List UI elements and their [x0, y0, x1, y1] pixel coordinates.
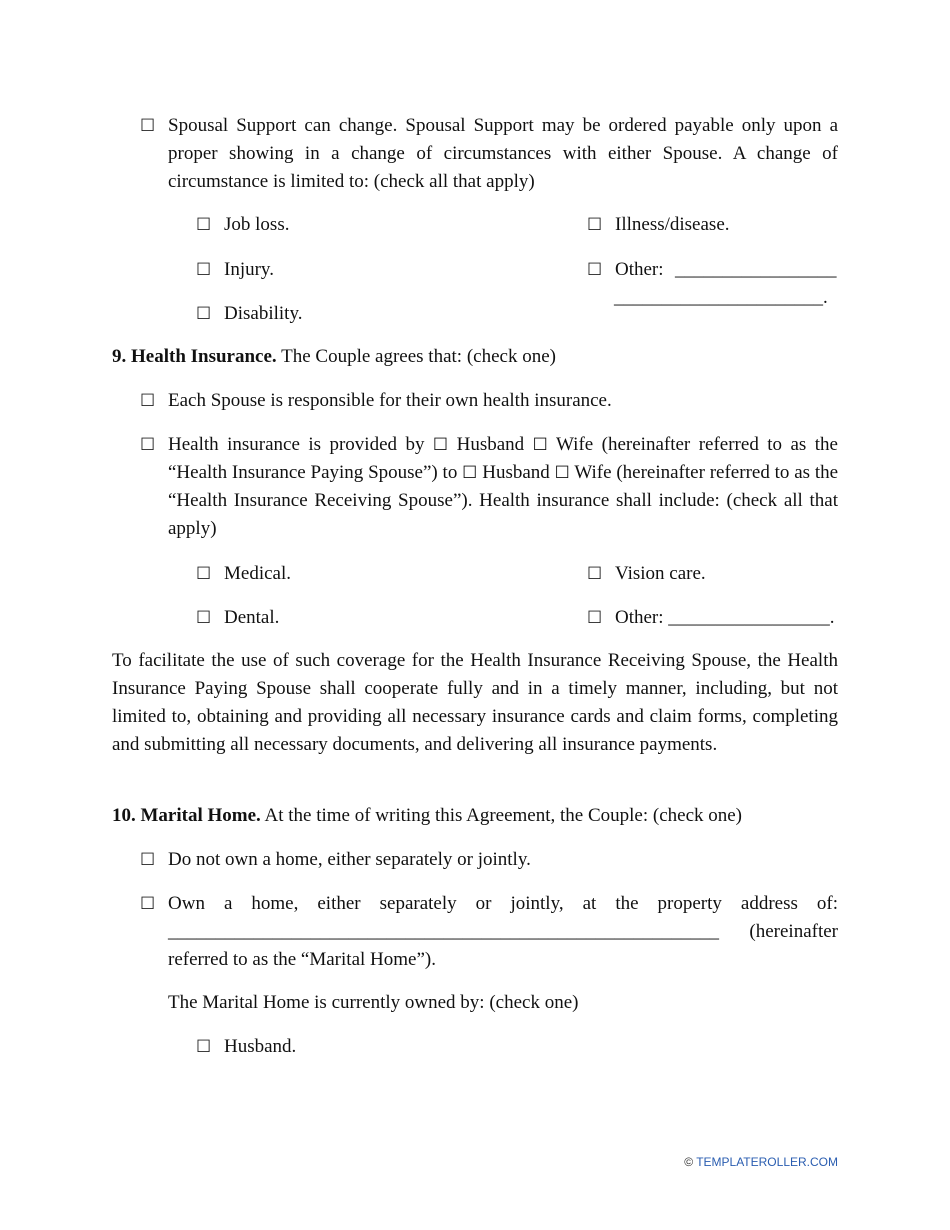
- checkbox-other-circumstance[interactable]: ☐: [587, 260, 603, 280]
- coverage-medical: Medical.: [224, 563, 292, 584]
- checkbox-paying-husband[interactable]: ☐: [432, 435, 449, 455]
- checkbox-vision[interactable]: ☐: [587, 564, 603, 584]
- circumstance-disability: Disability.: [224, 303, 303, 324]
- checkbox-receiving-wife[interactable]: ☐: [554, 463, 570, 483]
- section-10-heading: [112, 802, 838, 830]
- option-insurance-provided: [168, 431, 838, 543]
- section-10-title: 10. Marital Home.: [112, 805, 261, 826]
- owner-husband: Husband.: [224, 1036, 297, 1057]
- option-own-insurance: Each Spouse is responsible for their own health insurance.: [168, 390, 612, 411]
- section-9-title: 9. Health Insurance.: [112, 346, 277, 367]
- receiving-husband-label: Husband: [482, 462, 550, 483]
- cooperation-paragraph: To facilitate the use of such coverage for the Health Insurance Receiving Spouse, the Health Insurance Paying Spouse shall cooperate fully and in a timely manner, including, but not limited to, obtaining and providing all necessary insurance cards and claim forms, completing and submitting all necessary documents, and delivering all insurance payments.: [112, 650, 838, 755]
- coverage-other: Other: _________________.: [615, 607, 835, 628]
- checkbox-illness[interactable]: ☐: [587, 215, 603, 235]
- other-circumstance-blank-1[interactable]: _________________: [675, 259, 837, 280]
- checkbox-spousal-support-change[interactable]: ☐: [140, 116, 156, 136]
- other-circumstance-blank-2[interactable]: ______________________.: [614, 287, 828, 308]
- coverage-dental: Dental.: [224, 607, 280, 628]
- section-9-intro: The Couple agrees that: (check one): [281, 346, 556, 367]
- checkbox-no-home[interactable]: ☐: [140, 850, 156, 870]
- checkbox-other-coverage[interactable]: ☐: [587, 608, 603, 628]
- checkbox-own-insurance[interactable]: ☐: [140, 391, 156, 411]
- section-10-intro: At the time of writing this Agreement, the Couple: (check one): [264, 805, 743, 826]
- coverage-vision: Vision care.: [615, 563, 706, 584]
- option-no-home: Do not own a home, either separately or jointly.: [168, 849, 531, 870]
- section-9-heading: [112, 343, 838, 371]
- option-own-home: Own a home, either separately or jointly, at the property address of: __________________________________________________________ (hereinafter referred to as the “Marital Home”).: [168, 893, 838, 970]
- brand-link[interactable]: TEMPLATEROLLER.COM: [696, 1155, 838, 1169]
- checkbox-disability[interactable]: ☐: [196, 304, 212, 324]
- checkbox-owner-husband[interactable]: ☐: [196, 1037, 212, 1057]
- insurance-provided-part1: Health insurance is provided by: [168, 434, 425, 455]
- checkbox-job-loss[interactable]: ☐: [196, 215, 212, 235]
- insurance-provided-part3: Wife (hereinafter referred to as the “Health Insurance Receiving Spouse”). Health insurance shall include: (check all that apply): [168, 462, 839, 539]
- circumstance-illness: Illness/disease.: [615, 214, 730, 235]
- circumstance-injury: Injury.: [224, 259, 274, 280]
- spousal-support-change-text: Spousal Support can change. Spousal Support may be ordered payable only upon a proper showing in a change of circumstances with either Spouse. A change of circumstance is limited to: (check all that apply): [168, 115, 838, 192]
- checkbox-injury[interactable]: ☐: [196, 260, 212, 280]
- checkbox-dental[interactable]: ☐: [196, 608, 212, 628]
- circumstance-job-loss: Job loss.: [224, 214, 290, 235]
- checkbox-own-home[interactable]: ☐: [140, 894, 156, 914]
- checkbox-insurance-provided[interactable]: ☐: [140, 435, 156, 455]
- insurance-provided-part2: Wife (hereinafter referred to as the “Health Insurance Paying Spouse”) to: [168, 434, 838, 483]
- owned-by-intro: The Marital Home is currently owned by: (check one): [168, 992, 579, 1013]
- circumstance-other: Other:: [615, 259, 664, 280]
- checkbox-receiving-husband[interactable]: ☐: [462, 463, 478, 483]
- copyright-symbol: ©: [684, 1155, 694, 1169]
- checkbox-medical[interactable]: ☐: [196, 564, 212, 584]
- paying-husband-label: Husband: [456, 434, 525, 455]
- checkbox-paying-wife[interactable]: ☐: [532, 435, 548, 455]
- footer-brand[interactable]: [684, 1154, 838, 1170]
